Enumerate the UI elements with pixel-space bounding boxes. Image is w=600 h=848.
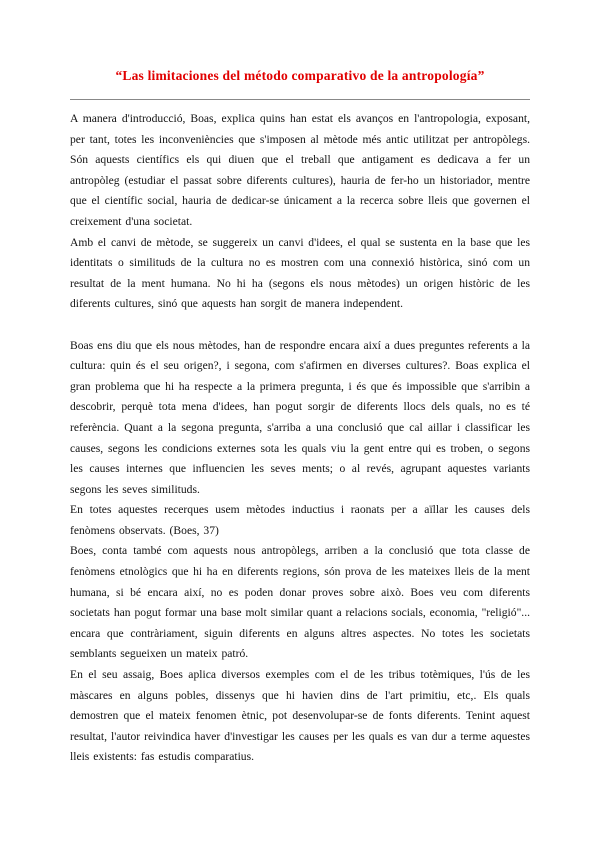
- document-title: “Las limitaciones del método comparativo de la antropología”: [115, 68, 485, 83]
- paragraph-exemples-assaig: En el seu assaig, Boes aplica diversos exemples com el de les tribus totèmiques, l'ús de les màscares en alguns pobles, dissenys que hi havien dins de l'art primitiu, etc,. Els quals demostren que el mateix fenomen ètnic, pot desenvolupar-se de fonts diferents. Tenint aquest resultat, l'autor reivindica haver d'investigar les causes per les quals es van dur a terme aquestes lleis existents: fas estudis comparatius.: [70, 668, 530, 764]
- paragraph-intro-boas: A manera d'introducció, Boas, explica quins han estat els avanços en l'antropologia, exposant, per tant, totes les inconveniències que s'imposen al mètode més antic utilitzat per antropòlegs. Són aquests científics els qui diuen que el treball que antigament es dedicava a fer un antropòleg (estudiar el passat sobre diferents cultures), hauria de fer-ho un historiador, mentre que el científic social, hauria de dedicar-se únicament a la recerca sobre lleis que governen el creixement d'una societat.: [70, 112, 530, 228]
- paragraph-canvi-metode: Amb el canvi de mètode, se suggereix un canvi d'idees, el qual se sustenta en la base que les identitats o similituds de la cultura no es mostren com una connexió històrica, sinó com un resultat de la ment humana. No hi ha (segons els nous mètodes) un origen històric de les diferents cultures, sinó que aquests han sorgit de manera independent.: [70, 235, 530, 311]
- paragraph-break: [70, 315, 530, 336]
- paragraph-fenomens-etnologics: Boes, conta també com aquests nous antropòlegs, arriben a la conclusió que tota classe de fenòmens etnològics que hi ha en diferents regions, són prova de les mateixes lleis de la ment humana, si bé encara així, no es poden donar proves sobre això. Boes veu com diferents societats han pogut formar una base molt similar quant a relacions socials, economia, "religió"... encara que contràriament, siguin diferents en alguns altres aspectes. No totes les societats semblants segueixen un mateix patró.: [70, 544, 530, 661]
- paragraph-dues-preguntes: Boas ens diu que els nous mètodes, han de respondre encara així a dues preguntes referents a la cultura: quin és el seu origen?, i segona, com s'afirmen en diverses cultures?. Boas explica el gran problema que hi ha respecte a la primera pregunta, i és que és impossible que s'arribin a descobrir, perquè tota mena d'idees, han pogut sorgir de diferents llocs dels quals, no es té referència. Quant a la segona pregunta, s'arriba a una conclusió que cal aillar i classificar les causes, segons les condicions externes sota les quals viu la gent entre qui es troben, o segons les causes internes que influencien les seves ments; o al revés, agrupant aquestes variants segons les seves similituds.: [70, 338, 530, 496]
- paragraph-cita-boes: En totes aquestes recerques usem mètodes inductius i raonats per a aïllar les causes dels fenòmens observats. (Boes, 37): [70, 503, 530, 537]
- title-divider: [70, 99, 530, 100]
